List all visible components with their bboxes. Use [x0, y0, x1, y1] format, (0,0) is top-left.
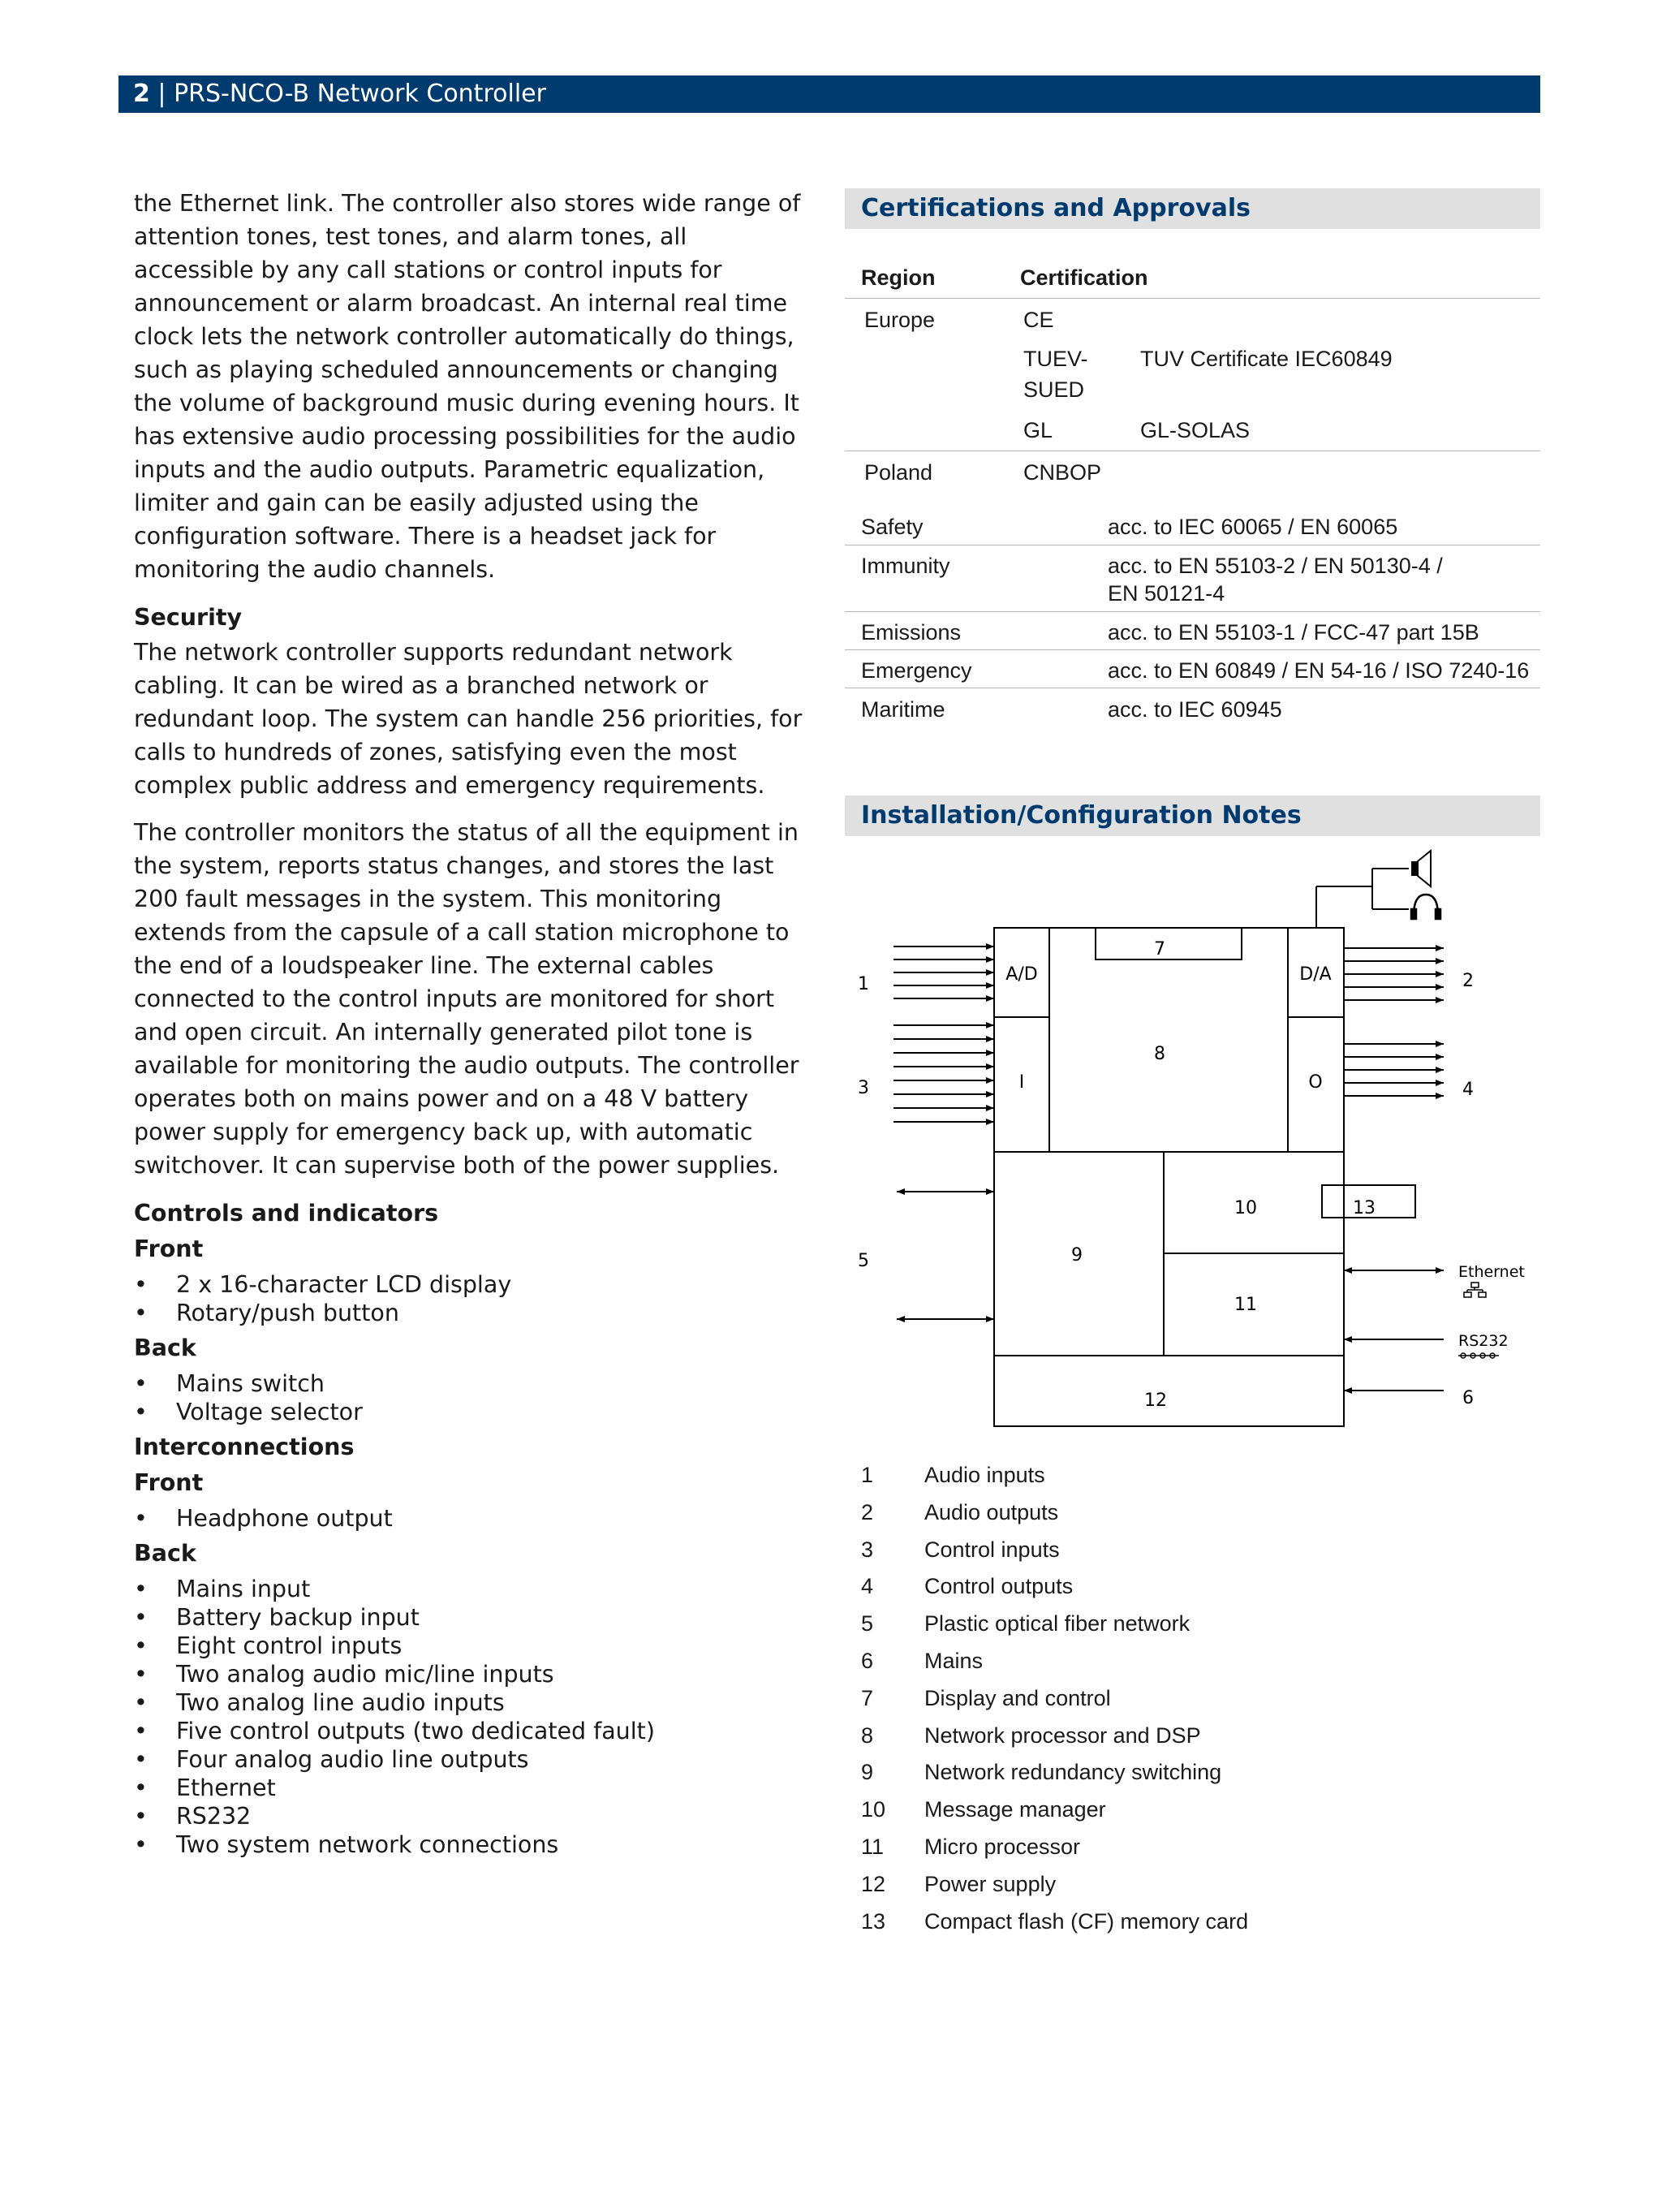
controls-back-heading: Back [134, 1335, 196, 1361]
ethernet-label: Ethernet [1458, 1263, 1525, 1281]
standard-label: Immunity [861, 554, 950, 578]
column-header-certification: Certification [1020, 265, 1148, 290]
list-item: • Ethernet [134, 1774, 807, 1802]
controls-front-list [134, 1270, 807, 1327]
cert-tuev-description: TUV Certificate IEC60849 [1140, 347, 1393, 371]
standard-value-continued: EN 50121-4 [1108, 581, 1225, 606]
legend-item: 13 Compact flash (CF) memory card [861, 1908, 1249, 1934]
block-number-8: 8 [1154, 1044, 1165, 1064]
list-item: • Two system network connections [134, 1830, 807, 1859]
block-diagram [845, 836, 1540, 1453]
row-divider [845, 611, 1540, 612]
standard-label: Safety [861, 515, 924, 539]
cert-tuev-line2: SUED [1023, 377, 1085, 402]
certifications-table [845, 262, 1540, 733]
ad-label: A/D [1005, 964, 1038, 985]
legend-item: 10 Message manager [861, 1797, 1106, 1822]
list-item: • Mains switch [134, 1369, 807, 1398]
rs232-label: RS232 [1458, 1332, 1509, 1350]
block-number-11: 11 [1234, 1295, 1257, 1315]
cert-gl: GL [1023, 418, 1053, 442]
block-number-7: 7 [1154, 939, 1165, 959]
connector-number-5: 5 [858, 1251, 869, 1271]
connector-number-6: 6 [1462, 1388, 1474, 1408]
standard-value: acc. to IEC 60945 [1108, 697, 1282, 722]
certifications-heading: Certifications and Approvals [845, 188, 1540, 229]
legend-item: 6 Mains [861, 1648, 984, 1673]
list-item: • Rotary/push button [134, 1299, 807, 1327]
interconnections-back-heading: Back [134, 1540, 196, 1567]
da-label: D/A [1299, 964, 1332, 985]
document-title: PRS-NCO-B Network Controller [174, 80, 546, 108]
legend-item: 2 Audio outputs [861, 1499, 1059, 1524]
legend-item: 3 Control inputs [861, 1537, 1060, 1562]
controls-front-heading: Front [134, 1235, 204, 1262]
list-item: • RS232 [134, 1802, 807, 1830]
block-number-13: 13 [1353, 1198, 1376, 1218]
controls-heading: Controls and indicators [134, 1200, 439, 1227]
ethernet-icon [1464, 1283, 1486, 1297]
list-item: • Voltage selector [134, 1398, 807, 1426]
diagram-legend [845, 1457, 1248, 1940]
list-item: • Two analog audio mic/line inputs [134, 1660, 807, 1688]
o-label: O [1308, 1072, 1323, 1093]
list-item: • Battery backup input [134, 1603, 807, 1632]
connector-number-3: 3 [858, 1078, 869, 1098]
list-item: • Eight control inputs [134, 1632, 807, 1660]
standard-label: Maritime [861, 697, 945, 722]
legend-item: 9 Network redundancy switching [861, 1760, 1222, 1785]
connector-number-4: 4 [1462, 1080, 1474, 1100]
block-number-10: 10 [1234, 1198, 1257, 1218]
block-number-12: 12 [1144, 1391, 1167, 1411]
cert-gl-description: GL-SOLAS [1140, 418, 1251, 442]
list-item: • Headphone output [134, 1504, 807, 1533]
legend-item: 12 Power supply [861, 1871, 1057, 1896]
legend-item: 5 Plastic optical fiber network [861, 1611, 1191, 1636]
intro-paragraph: the Ethernet link. The controller also stores wide range of attention tones, test tones, and alarm tones, all accessible by any call stations or control inputs for announcement or alarm broadcast. An internal real time clock lets the network controller automatically do things, such as playing scheduled announcements or changing the volume of background music during evening hours. It has extensive audio processing possibilities for the audio inputs and the audio outputs. Parametric equalization, limiter and gain can be easily adjusted using the configuration software. There is a headset jack for monitoring the audio channels. [134, 190, 801, 583]
row-divider [845, 298, 1540, 299]
legend-item: 11 Micro processor [861, 1834, 1081, 1859]
standard-value: acc. to EN 55103-2 / EN 50130-4 / [1108, 554, 1443, 578]
i-label: I [1018, 1072, 1025, 1093]
connector-number-1: 1 [858, 974, 869, 994]
legend-item: 8 Network processor and DSP [861, 1723, 1201, 1748]
left-column [134, 187, 807, 1862]
serial-port-icon [1458, 1353, 1499, 1358]
connector-number-2: 2 [1462, 971, 1474, 991]
standard-label: Emergency [861, 658, 972, 683]
list-item: • Four analog audio line outputs [134, 1745, 807, 1774]
page-header [118, 75, 1540, 113]
legend-item: 7 Display and control [861, 1685, 1111, 1710]
legend-item: 1 Audio inputs [861, 1463, 1045, 1487]
standard-value: acc. to EN 60849 / EN 54-16 / ISO 7240-16 [1108, 658, 1530, 683]
speaker-icon [1411, 851, 1431, 886]
security-heading: Security [134, 604, 243, 631]
row-divider [845, 649, 1540, 650]
list-item: • Mains input [134, 1575, 807, 1603]
interconnections-heading: Interconnections [134, 1434, 355, 1460]
column-header-region: Region [861, 265, 936, 290]
block-number-9: 9 [1071, 1245, 1083, 1266]
display-block [1096, 928, 1242, 959]
standard-value: acc. to IEC 60065 / EN 60065 [1108, 515, 1398, 539]
main-block [994, 928, 1344, 1152]
list-item: • Five control outputs (two dedicated fault) [134, 1717, 807, 1745]
cert-cnbop: CNBOP [1023, 460, 1102, 485]
security-paragraph: The network controller supports redundant network cabling. It can be wired as a branched network or redundant loop. The system can handle 256 priorities, for calls to hundreds of zones, satisfying even the most complex public address and emergency requirements. [134, 639, 803, 799]
legend-item: 4 Control outputs [861, 1574, 1074, 1599]
monitoring-paragraph: The controller monitors the status of all the equipment in the system, reports status changes, and stores the last 200 fault messages in the system. This monitoring extends from the capsule of a call station microphone to the end of a loudspeaker line. The external cables connected to the control inputs are monitored for short and open circuit. An internally generated pilot tone is available for monitoring the audio outputs. The controller operates both on mains power and on a 48 V battery power supply for emergency back up, with automatic switchover. It can supervise both of the power supplies. [134, 819, 799, 1179]
standard-label: Emissions [861, 620, 962, 645]
header-separator: | [149, 80, 174, 108]
cert-ce: CE [1023, 308, 1054, 332]
page-number: 2 [133, 80, 150, 108]
interconnections-front-list [134, 1504, 807, 1533]
list-item: • 2 x 16-character LCD display [134, 1270, 807, 1299]
list-item: • Two analog line audio inputs [134, 1688, 807, 1717]
controls-back-list [134, 1369, 807, 1426]
cert-tuev-line1: TUEV- [1023, 347, 1088, 371]
region-europe: Europe [864, 308, 936, 332]
interconnections-back-list [134, 1575, 807, 1859]
region-poland: Poland [864, 460, 933, 485]
installation-heading: Installation/Configuration Notes [845, 796, 1540, 836]
headphone-icon [1411, 895, 1440, 919]
interconnections-front-heading: Front [134, 1469, 204, 1496]
lower-block [994, 1152, 1344, 1426]
standard-value: acc. to EN 55103-1 / FCC-47 part 15B [1108, 620, 1479, 645]
